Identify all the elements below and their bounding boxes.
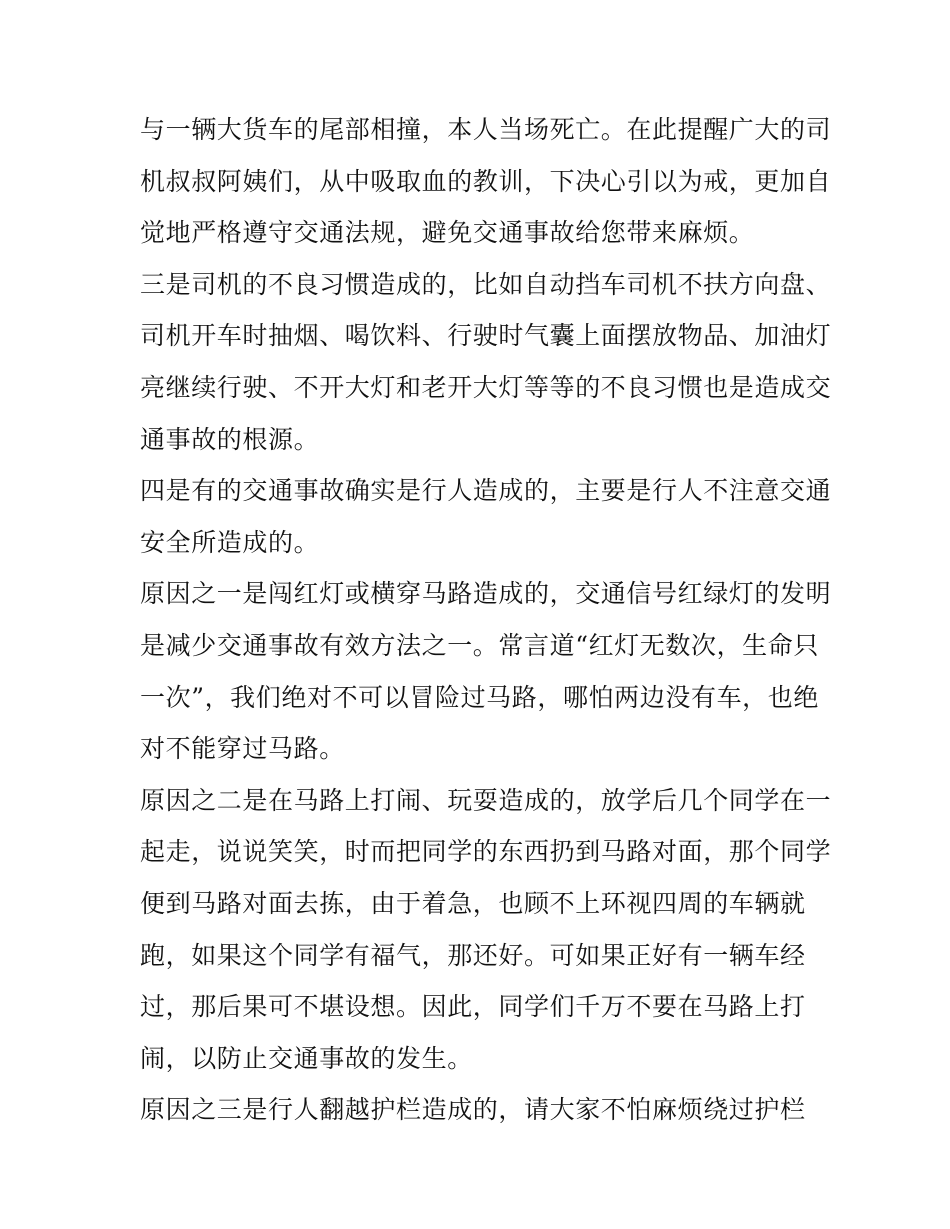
text-line: 原因之一是闯红灯或横穿马路造成的，交通信号红绿灯的发明 [140, 579, 832, 609]
document-body [140, 104, 832, 1136]
text-line: 三是司机的不良习惯造成的，比如自动挡车司机不扶方向盘、 [140, 269, 832, 299]
paragraph-pedestrian-cause [140, 465, 832, 568]
text-line: 跑，如果这个同学有福气，那还好。可如果正好有一辆车经 [140, 940, 806, 970]
text-line: 机叔叔阿姨们，从中吸取血的教训，下决心引以为戒，更加自 [140, 166, 832, 196]
text-line: 过，那后果可不堪设想。因此，同学们千万不要在马路上打 [140, 992, 806, 1022]
paragraph-reason-two [140, 775, 832, 1085]
paragraph-reason-three [140, 1084, 820, 1136]
text-line: 是减少交通事故有效方法之一。常言道“红灯无数次，生命只 [140, 630, 819, 660]
text-line: 亮继续行驶、不开大灯和老开大灯等等的不良习惯也是造成交 [140, 372, 832, 402]
text-line: 原因之二是在马路上打闹、玩耍造成的，放学后几个同学在一 [140, 785, 832, 815]
text-line: 一次”，我们绝对不可以冒险过马路，哪怕两边没有车，也绝 [140, 682, 819, 712]
paragraph-driver-habits [140, 259, 832, 465]
text-line: 安全所造成的。 [140, 527, 320, 557]
text-line: 觉地严格遵守交通法规，避免交通事故给您带来麻烦。 [140, 218, 755, 248]
text-line: 便到马路对面去拣，由于着急，也顾不上环视四周的车辆就 [140, 888, 806, 918]
text-line: 与一辆大货车的尾部相撞，本人当场死亡。在此提醒广大的司 [140, 115, 832, 144]
text-line: 起走，说说笑笑，时而把同学的东西扔到马路对面，那个同学 [140, 837, 832, 867]
text-line: 司机开车时抽烟、喝饮料、行驶时气囊上面摆放物品、加油灯 [140, 321, 832, 351]
paragraph-accident-warning [140, 104, 832, 259]
text-line: 原因之三是行人翻越护栏造成的，请大家不怕麻烦绕过护栏 [140, 1095, 806, 1125]
text-line: 通事故的根源。 [140, 424, 320, 454]
text-line: 对不能穿过马路。 [140, 734, 345, 764]
paragraph-reason-one [140, 568, 832, 774]
text-line: 闹，以防止交通事故的发生。 [140, 1043, 473, 1073]
text-line: 四是有的交通事故确实是行人造成的，主要是行人不注意交通 [140, 476, 832, 506]
